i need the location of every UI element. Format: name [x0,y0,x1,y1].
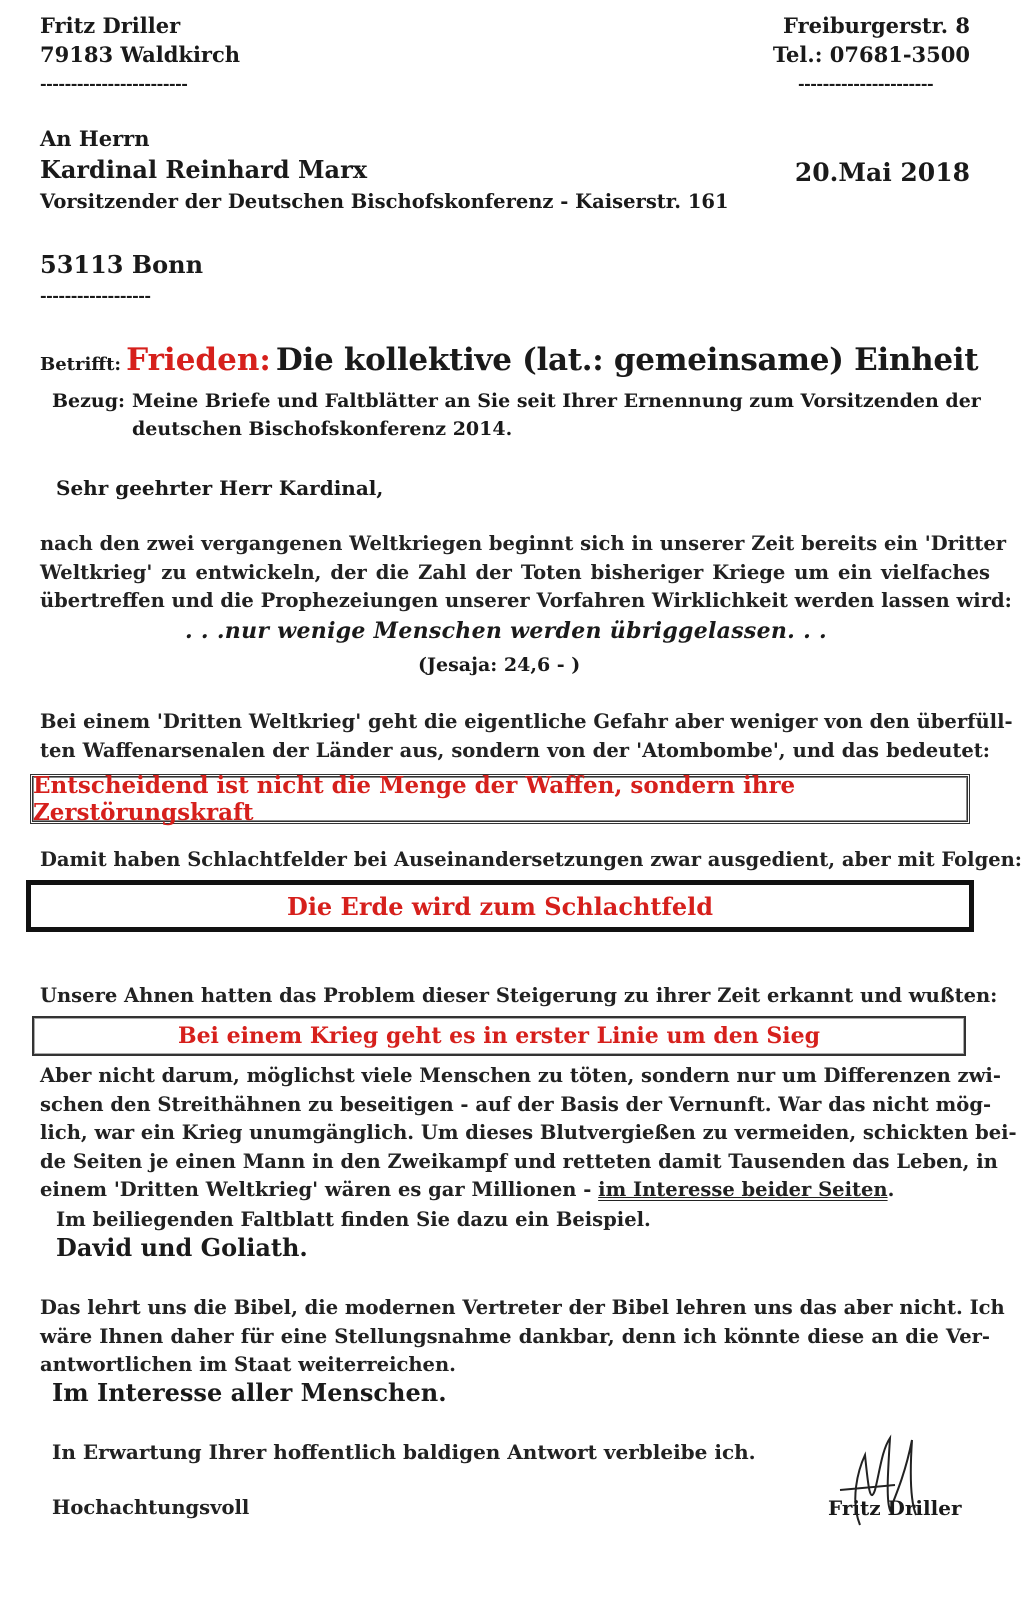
reference-line1: Meine Briefe und Faltblätter an Sie seit Ihrer Ernennung zum Vorsitzenden der [132,390,981,412]
text-span: . [887,1178,895,1201]
bible-quote: . . .nur wenige Menschen werden übriggelassen. . . [185,618,827,644]
text-span: einem [40,1178,114,1201]
paragraph-6 [40,1294,1005,1380]
paragraph-4: Unsere Ahnen hatten das Problem dieser Steigerung zu ihrer Zeit erkannt und wußten: [40,984,998,1007]
paragraph-6-line: Das lehrt uns die Bibel, die modernen Vertreter der Bibel lehren uns das aber nicht. Ich [40,1296,1005,1319]
signature-name: Fritz Driller [828,1496,962,1520]
subject-line [40,342,978,378]
paragraph-2 [40,708,1013,765]
paragraph-5-line: de Seiten je einen Mann in den Zweikampf und retteten damit Tausenden das Leben, in [40,1149,998,1173]
text-span: , und das bedeutet: [778,738,990,762]
underlined-phrase: im Interesse beider Seiten [598,1178,888,1201]
term-atombombe: 'Atombombe' [636,738,779,762]
sender-name: Fritz Driller [40,13,181,38]
reference-label: Bezug: [52,390,126,412]
highlight-box-1 [30,774,970,824]
recipient-city: 53113 Bonn [40,250,204,279]
interest-line: Im Interesse aller Menschen. [52,1378,447,1407]
recipient-salutation: An Herrn [40,126,150,151]
paragraph-5-line: lich, war ein Krieg unumgänglich. Um dieses Blutvergießen zu vermeiden, schickten bei- [40,1121,1017,1144]
sender-rule-left: ------------------------ [40,74,188,93]
text-span: zu entwickeln, der die Zahl der Toten bisheriger Kriege um ein vielfaches [152,560,990,584]
sender-rule-right: ---------------------- [798,74,934,93]
text-span: nach den zwei vergangenen Weltkriegen beginnt sich in unserer Zeit bereits ein [40,532,925,555]
paragraph-6-line: antwortlichen im Staat weiterreichen. [40,1353,456,1376]
term-dritten-weltkrieg: 'Dritten Weltkrieg' [156,710,362,733]
text-span: wären es gar Millionen - [318,1178,599,1201]
paragraph-3: Damit haben Schlachtfelder bei Auseinandersetzungen zwar ausgedient, aber mit Folgen: [40,848,1022,871]
closing-regards: Hochachtungsvoll [52,1496,250,1519]
recipient-name: Kardinal Reinhard Marx [40,155,368,184]
paragraph-1-line [40,559,990,588]
recipient-role: Vorsitzender der Deutschen Bischofskonferenz - Kaiserstr. 161 [40,190,729,213]
subject-highlight: Frieden: [126,342,271,378]
paragraph-1-line: übertreffen und die Prophezeiungen unserer Vorfahren Wirklichkeit werden lassen wird: [40,589,1012,612]
subject-label: Betrifft: [40,354,122,375]
paragraph-2-line [40,708,1013,737]
sender-street: Freiburgerstr. 8 [783,13,970,38]
paragraph-5-line [40,1176,990,1205]
paragraph-5-line: schen den Streithähnen zu beseitigen - auf der Basis der Vernunft. War das nicht mög- [40,1092,992,1116]
highlight-box-2-text: Die Erde wird zum Schlachtfeld [287,891,713,921]
paragraph-5-example: Im beiliegenden Faltblatt finden Sie dazu ein Beispiel. [56,1208,651,1231]
paragraph-6-line: wäre Ihnen daher für eine Stellungsnahme dankbar, denn ich könnte diese an die Ver- [40,1324,990,1348]
text-span: Bei einem [40,710,157,733]
recipient-rule: ------------------ [40,286,151,305]
closing-line: In Erwartung Ihrer hoffentlich baldigen Antwort verbleibe ich. [52,1440,756,1464]
signature-mark [820,1430,940,1540]
text-span: ten Waffenarsenalen der Länder aus, sondern von der [40,738,637,762]
highlight-box-2 [26,880,974,932]
paragraph-5 [40,1062,1017,1205]
bible-source: (Jesaja: 24,6 - ) [418,654,581,676]
paragraph-1-line [40,530,1007,559]
term-dritten-weltkrieg: 'Dritten Weltkrieg' [113,1178,319,1201]
subject-text: Die kollektive (lat.: gemeinsame) Einheit [275,342,979,378]
sender-city: 79183 Waldkirch [40,42,241,67]
paragraph-2-line [40,737,990,766]
paragraph-1 [40,530,1012,616]
reference-line2: deutschen Bischofskonferenz 2014. [132,418,513,440]
david-goliath: David und Goliath. [56,1233,308,1262]
highlight-box-1-text: Entscheidend ist nicht die Menge der Waffen, sondern ihre Zerstörungskraft [33,772,796,826]
term-dritter: 'Dritter [924,532,1007,555]
term-weltkrieg: Weltkrieg' [40,560,153,584]
paragraph-5-line: Aber nicht darum, möglichst viele Menschen zu töten, sondern nur um Differenzen zwi- [40,1064,1001,1087]
sender-phone: Tel.: 07681-3500 [772,42,970,67]
highlight-box-3-text: Bei einem Krieg geht es in erster Linie um den Sieg [177,1023,821,1049]
text-span: geht die eigentliche Gefahr aber weniger von den überfüll- [361,710,1013,733]
letter-date: 20.Mai 2018 [794,158,970,187]
highlight-box-3 [32,1016,966,1056]
greeting: Sehr geehrter Herr Kardinal, [56,476,384,500]
